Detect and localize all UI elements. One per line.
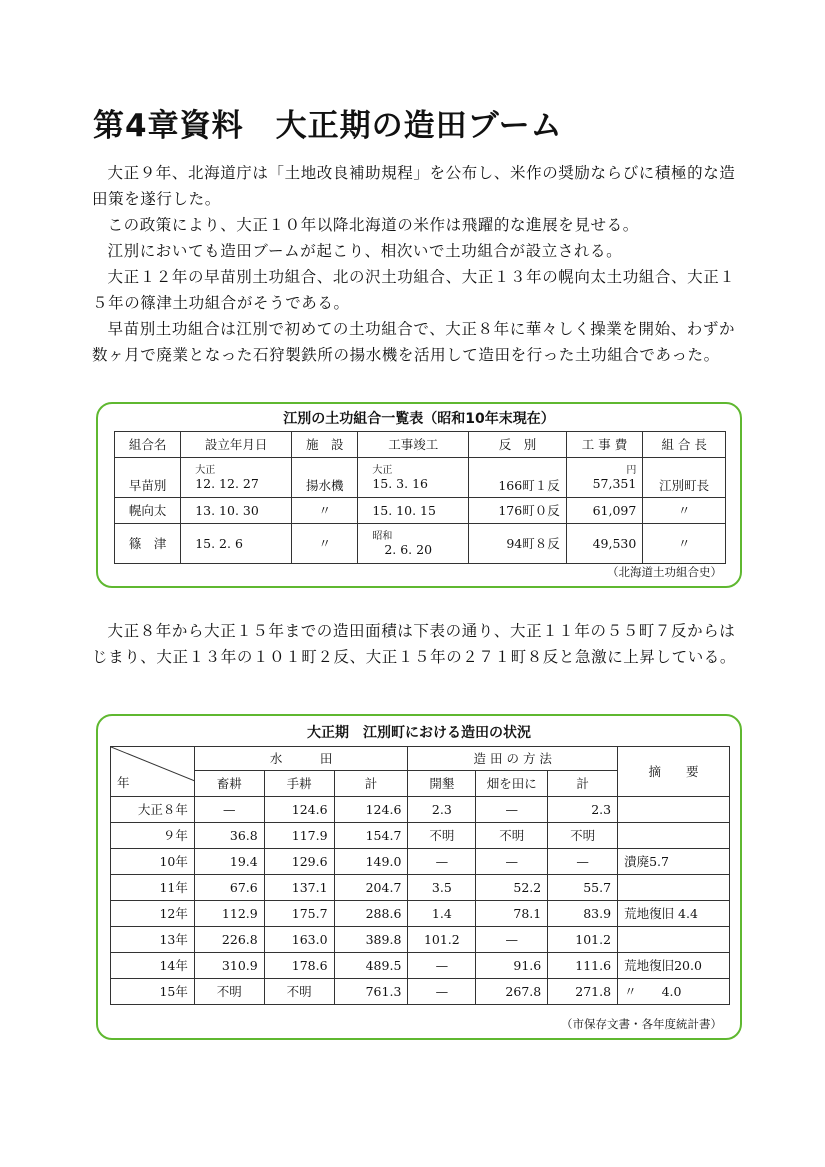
area: 94町８反: [469, 524, 566, 564]
chapter-subject: 大正期の造田ブーム: [275, 108, 563, 144]
value-cell: 3.5: [408, 875, 476, 901]
completion-date: 15. 3. 16: [372, 475, 428, 491]
union-table: [114, 431, 726, 564]
value-cell: 124.6: [264, 797, 334, 823]
reclamation-table-source: （市保存文書・各年度統計書）: [561, 1017, 722, 1031]
union-name: 早苗別: [115, 458, 181, 498]
value-cell: 67.6: [194, 875, 264, 901]
header-cell: 組 合 長: [643, 432, 726, 458]
value-cell: 389.8: [334, 927, 408, 953]
founded-date: 15. 2. 6: [181, 524, 292, 564]
paragraph: この政策により、大正１０年以降北海道の米作は飛躍的な進展を見せる。: [107, 216, 639, 234]
era-label: 昭和: [372, 530, 393, 542]
remarks-cell: [618, 823, 730, 849]
year-cell: 11年: [111, 875, 195, 901]
chief: 〃: [643, 498, 726, 524]
subheader-cell: 畜耕: [194, 771, 264, 797]
year-cell: ９年: [111, 823, 195, 849]
method-group-header: 造 田 の 方 法: [408, 747, 618, 771]
header-cell: 工事竣工: [358, 432, 469, 458]
remarks-cell: 荒地復旧 4.4: [618, 901, 730, 927]
value-cell: 149.0: [334, 849, 408, 875]
value-cell: 204.7: [334, 875, 408, 901]
paragraph: 早苗別土功組合は江別で初めての土功組合で、大正８年に華々しく操業を開始、わずか数ヶ月で廃業となった石狩製鉄所の揚水機を活用して造田を行った土功組合であった。: [92, 320, 736, 364]
value-cell: 226.8: [194, 927, 264, 953]
paragraph: 大正８年から大正１５年までの造田面積は下表の通り、大正１１年の５５町７反からはじまり、大正１３年の１０１町２反、大正１５年の２７１町８反と急激に上昇している。: [92, 622, 737, 666]
table-row: [115, 524, 726, 564]
area: 166町１反: [469, 458, 566, 498]
table-row: [111, 901, 730, 927]
summary-text: [92, 618, 742, 670]
value-cell: 489.5: [334, 953, 408, 979]
cost: 49,530: [566, 524, 643, 564]
table-row: [115, 498, 726, 524]
year-cell: 14年: [111, 953, 195, 979]
year-cell: 12年: [111, 901, 195, 927]
remarks-cell: [618, 797, 730, 823]
value-cell: 1.4: [408, 901, 476, 927]
value-cell: 2.3: [548, 797, 618, 823]
reclamation-table-body: [111, 797, 730, 1005]
value-cell: 111.6: [548, 953, 618, 979]
era-label: 大正: [195, 464, 216, 476]
paddy-group-header: 水 田: [194, 747, 408, 771]
table-header-row: [111, 747, 730, 771]
intro-text: [92, 160, 742, 368]
year-header: 年: [117, 775, 130, 790]
subheader-cell: 手耕: [264, 771, 334, 797]
value-cell: 78.1: [476, 901, 548, 927]
header-cell: 施 設: [292, 432, 358, 458]
table-row: [111, 979, 730, 1005]
value-cell: —: [408, 979, 476, 1005]
subheader-cell: 計: [334, 771, 408, 797]
facility: 〃: [292, 498, 358, 524]
value-cell: 不明: [548, 823, 618, 849]
reclamation-table-box: [96, 714, 742, 1040]
chief: 〃: [643, 524, 726, 564]
value-cell: —: [548, 849, 618, 875]
value-cell: —: [408, 953, 476, 979]
area: 176町０反: [469, 498, 566, 524]
value-cell: 101.2: [408, 927, 476, 953]
chapter-label: 第4章資料: [93, 108, 244, 144]
table-row: [111, 953, 730, 979]
year-header-cell: [111, 747, 195, 797]
value-cell: —: [194, 797, 264, 823]
yen-unit: 円: [626, 464, 637, 476]
union-table-box: [96, 402, 742, 588]
union-table-title: 江別の土功組合一覧表（昭和10年末現在）: [283, 411, 555, 427]
header-cell: 組合名: [115, 432, 181, 458]
table-row: [111, 927, 730, 953]
value-cell: 52.2: [476, 875, 548, 901]
value-cell: 83.9: [548, 901, 618, 927]
value-cell: —: [476, 797, 548, 823]
value-cell: —: [476, 849, 548, 875]
value-cell: 124.6: [334, 797, 408, 823]
value-cell: 55.7: [548, 875, 618, 901]
value-cell: 36.8: [194, 823, 264, 849]
value-cell: 761.3: [334, 979, 408, 1005]
table-row: [111, 875, 730, 901]
subheader-cell: 畑を田に: [476, 771, 548, 797]
year-cell: 13年: [111, 927, 195, 953]
year-cell: 15年: [111, 979, 195, 1005]
paragraph: 江別においても造田ブームが起こり、相次いで土功組合が設立される。: [107, 242, 623, 260]
page-title: [93, 100, 563, 145]
value-cell: 129.6: [264, 849, 334, 875]
value-cell: 178.6: [264, 953, 334, 979]
value-cell: 163.0: [264, 927, 334, 953]
value-cell: 267.8: [476, 979, 548, 1005]
value-cell: 154.7: [334, 823, 408, 849]
year-cell: 10年: [111, 849, 195, 875]
value-cell: —: [476, 927, 548, 953]
value-cell: 310.9: [194, 953, 264, 979]
union-name: 幌向太: [115, 498, 181, 524]
subheader-cell: 開墾: [408, 771, 476, 797]
reclamation-table: [110, 746, 730, 1005]
completion-date: 2. 6. 20: [384, 541, 433, 557]
remarks-cell: 潰廃5.7: [618, 849, 730, 875]
year-cell: 大正８年: [111, 797, 195, 823]
chief: 江別町長: [643, 458, 726, 498]
subheader-cell: 計: [548, 771, 618, 797]
value-cell: 不明: [476, 823, 548, 849]
remarks-cell: [618, 875, 730, 901]
value-cell: 2.3: [408, 797, 476, 823]
value-cell: 288.6: [334, 901, 408, 927]
value-cell: 不明: [408, 823, 476, 849]
remarks-cell: [618, 927, 730, 953]
table-row: [111, 823, 730, 849]
value-cell: 不明: [264, 979, 334, 1005]
value-cell: 112.9: [194, 901, 264, 927]
value-cell: 19.4: [194, 849, 264, 875]
value-cell: 101.2: [548, 927, 618, 953]
completion-date: 15. 10. 15: [358, 498, 469, 524]
header-cell: 設立年月日: [181, 432, 292, 458]
table-row: [115, 458, 726, 498]
value-cell: 271.8: [548, 979, 618, 1005]
founded-date: 12. 12. 27: [195, 475, 259, 491]
table-row: [111, 797, 730, 823]
value-cell: 91.6: [476, 953, 548, 979]
header-cell: 工 事 費: [566, 432, 643, 458]
header-cell: 反 別: [469, 432, 566, 458]
reclamation-table-title: 大正期 江別町における造田の状況: [307, 725, 531, 741]
cost: 57,351: [592, 475, 637, 491]
table-header-row: [115, 432, 726, 458]
remarks-header: 摘 要: [618, 747, 730, 797]
paragraph: 大正９年、北海道庁は「土地改良補助規程」を公布し、米作の奨励ならびに積極的な造田策を遂行した。: [92, 164, 736, 208]
paragraph: 大正１２年の早苗別土功組合、北の沢土功組合、大正１３年の幌向太土功組合、大正１５年の篠津土功組合がそうである。: [92, 268, 736, 312]
value-cell: 137.1: [264, 875, 334, 901]
union-name: 篠 津: [115, 524, 181, 564]
value-cell: 不明: [194, 979, 264, 1005]
union-table-source: （北海道土功組合史）: [607, 565, 722, 579]
table-row: [111, 849, 730, 875]
value-cell: 117.9: [264, 823, 334, 849]
cost: 61,097: [566, 498, 643, 524]
facility: 揚水機: [292, 458, 358, 498]
remarks-cell: 荒地復旧20.0: [618, 953, 730, 979]
remarks-cell: 〃 4.0: [618, 979, 730, 1005]
era-label: 大正: [372, 464, 393, 476]
facility: 〃: [292, 524, 358, 564]
value-cell: —: [408, 849, 476, 875]
value-cell: 175.7: [264, 901, 334, 927]
founded-date: 13. 10. 30: [181, 498, 292, 524]
